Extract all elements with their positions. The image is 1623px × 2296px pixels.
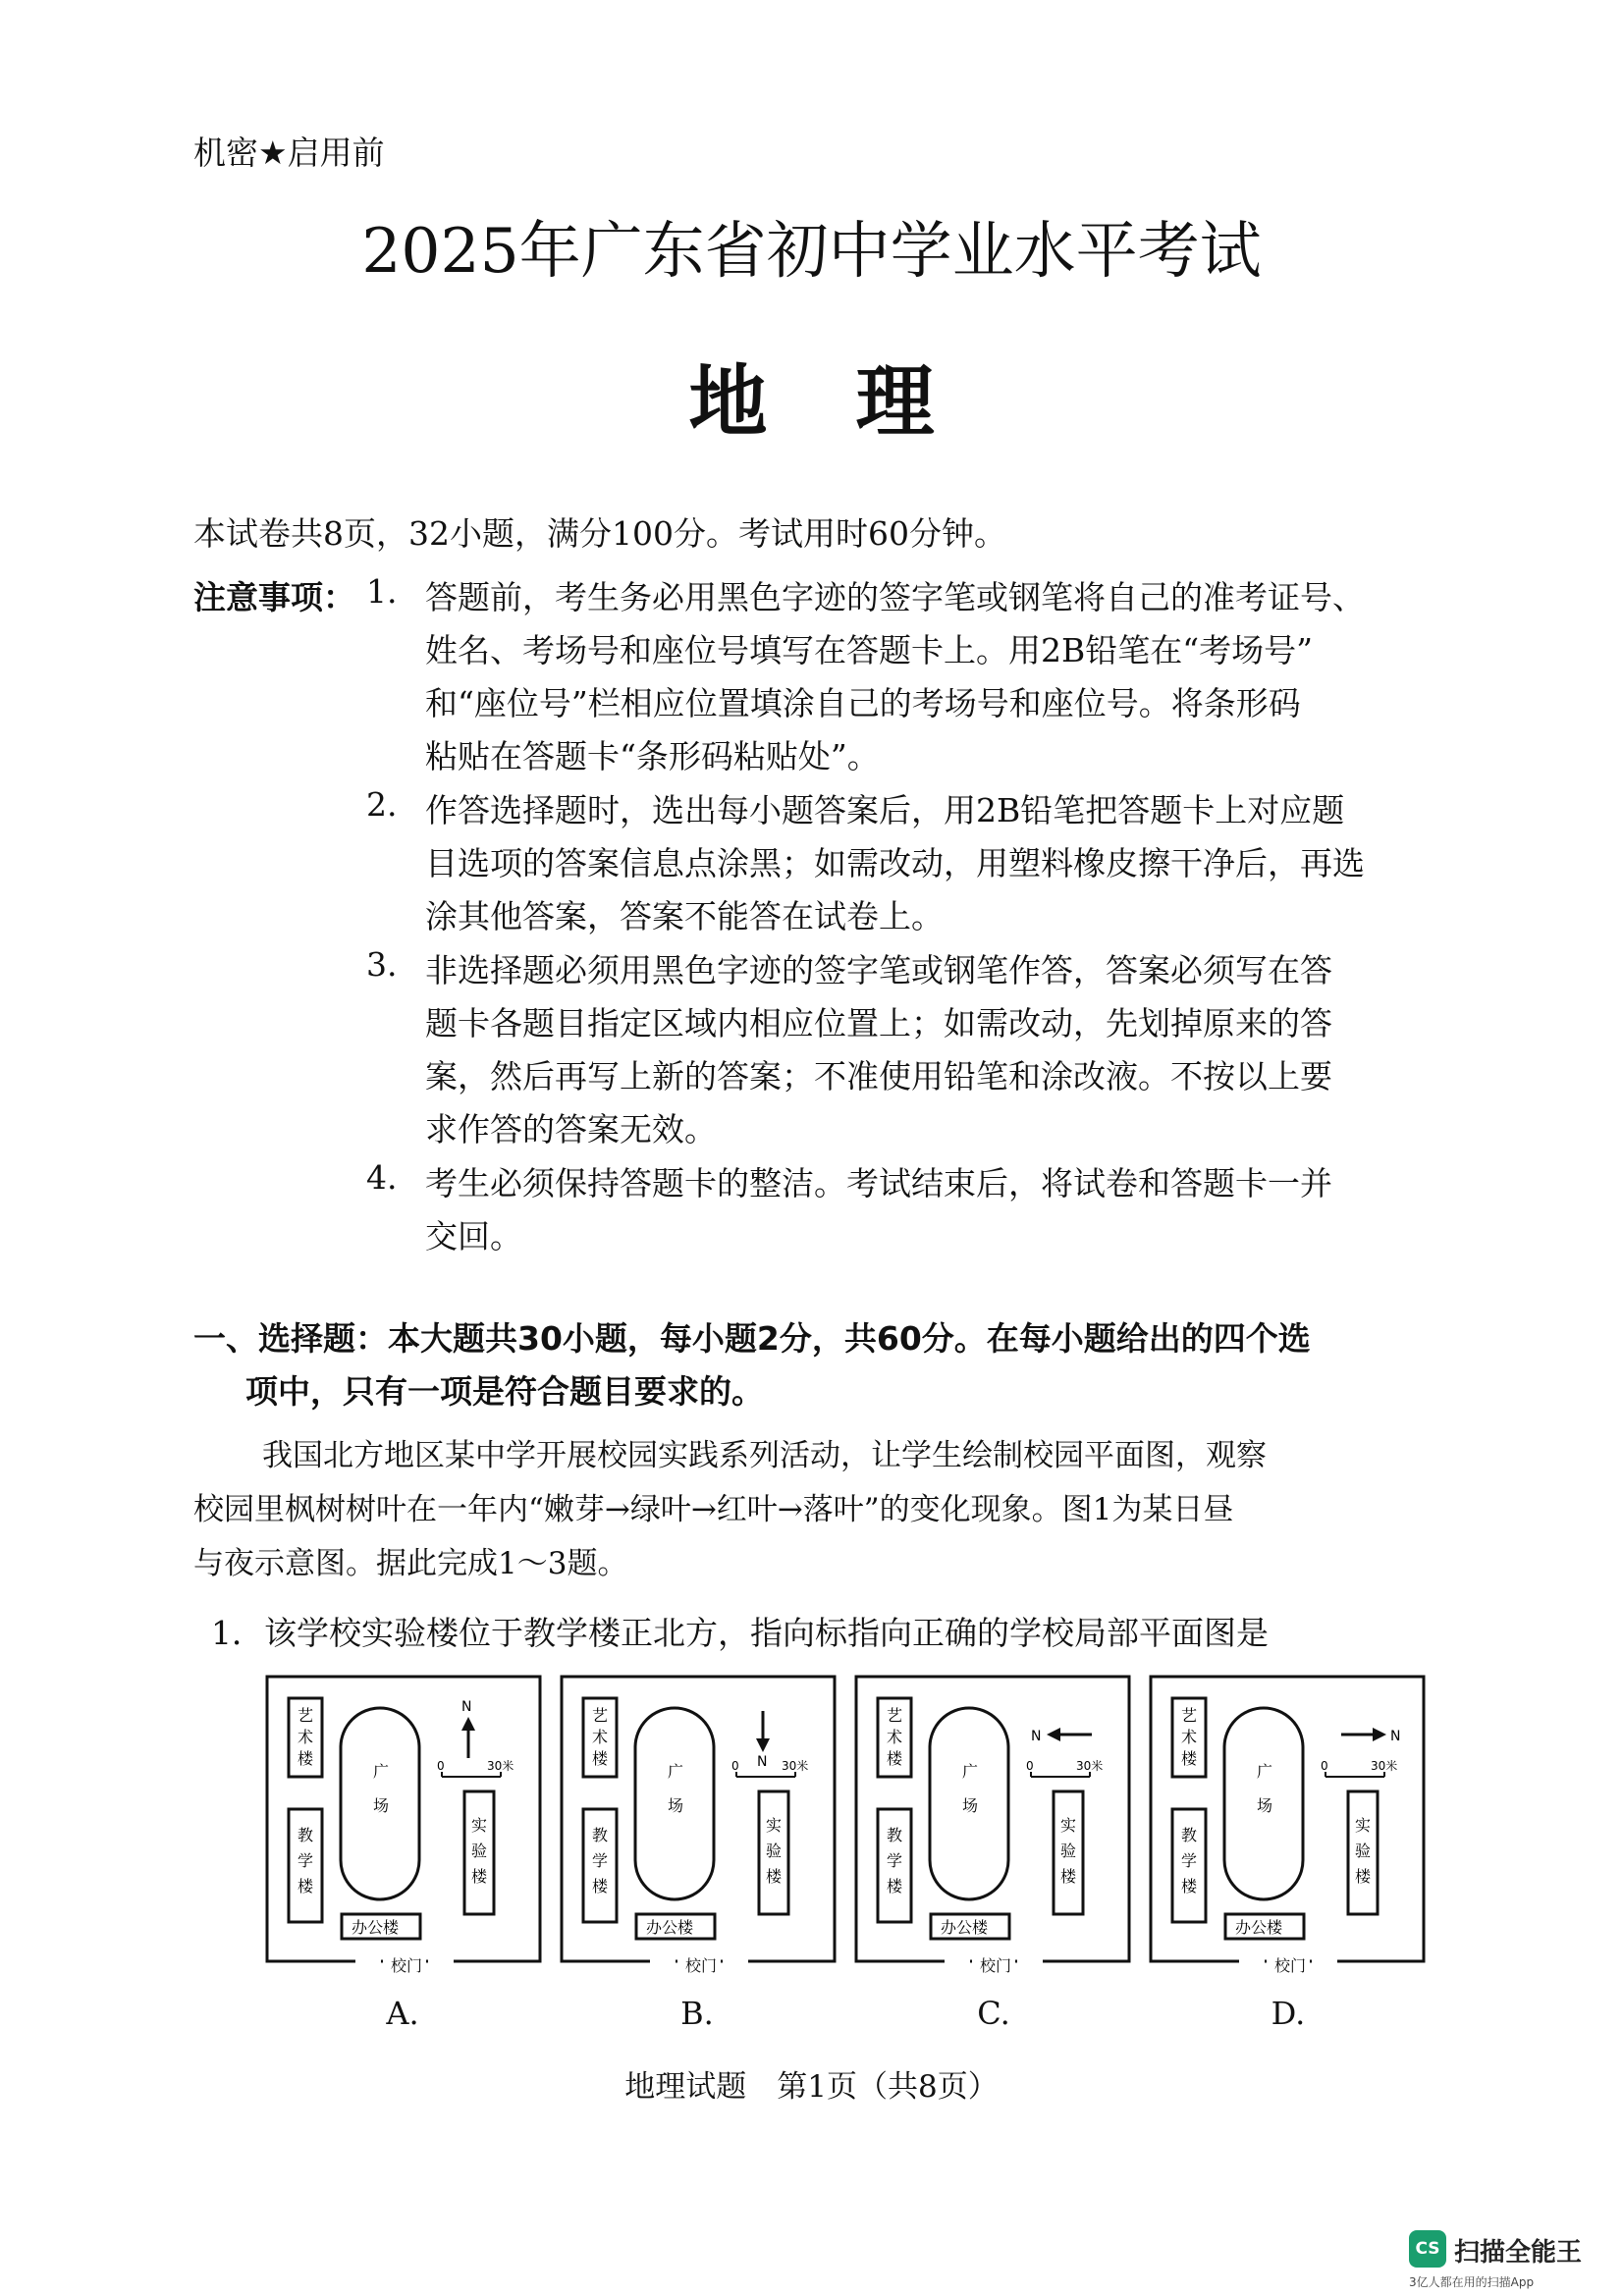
- svg-text:实: 实: [766, 1816, 783, 1835]
- north-label: N: [757, 1754, 768, 1770]
- scale-zero: 0: [731, 1759, 739, 1773]
- svg-text:楼: 楼: [298, 1749, 314, 1768]
- notice-item-number: 1.: [366, 572, 398, 611]
- exam-intro: 本试卷共8页，32小题，满分100分。考试用时60分钟。: [193, 514, 1006, 553]
- svg-text:艺: 艺: [592, 1706, 609, 1725]
- svg-text:学: 学: [298, 1851, 314, 1870]
- notice-line: 非选择题必须用黑色字迹的签字笔或钢笔作答，答案必须写在答: [425, 951, 1332, 989]
- notice-label: 注意事项：: [193, 578, 355, 616]
- gate-label: 校门: [685, 1956, 718, 1975]
- passage-line: 我国北方地区某中学开展校园实践系列活动，让学生绘制校园平面图，观察: [262, 1438, 1267, 1473]
- svg-text:楼: 楼: [887, 1877, 903, 1896]
- svg-text:楼: 楼: [592, 1749, 609, 1768]
- notice-line: 目选项的答案信息点涂黑；如需改动，用塑料橡皮擦干净后，再选: [425, 844, 1365, 882]
- svg-text:楼: 楼: [887, 1749, 903, 1768]
- notice-line: 案，然后再写上新的答案；不准使用铅笔和涂改液。不按以上要: [425, 1057, 1332, 1095]
- svg-text:验: 验: [766, 1842, 783, 1860]
- gate-label: 校门: [391, 1956, 423, 1975]
- north-arrow-icon: [1031, 1728, 1092, 1744]
- svg-text:实: 实: [1355, 1816, 1372, 1835]
- north-arrow-icon: [756, 1711, 770, 1770]
- confidential-mark: 机密★启用前: [193, 133, 385, 172]
- svg-text:楼: 楼: [592, 1877, 609, 1896]
- scanner-logo-icon: CS: [1409, 2230, 1446, 2268]
- svg-text:术: 术: [887, 1728, 903, 1746]
- notice-line: 粘贴在答题卡“条形码粘贴处”。: [425, 737, 880, 775]
- option-d-label[interactable]: D.: [1271, 1995, 1306, 2032]
- scale-end: 30米: [782, 1759, 809, 1773]
- svg-text:办公楼: 办公楼: [1235, 1918, 1283, 1937]
- scale-zero: 0: [437, 1759, 445, 1773]
- scanner-name: 扫描全能王: [1454, 2238, 1583, 2268]
- svg-text:办公楼: 办公楼: [352, 1918, 400, 1937]
- svg-text:楼: 楼: [1181, 1877, 1198, 1896]
- notice-line: 和“座位号”栏相应位置填涂自己的考场号和座位号。将条形码: [425, 684, 1301, 722]
- notice-line: 作答选择题时，选出每小题答案后，用2B铅笔把答题卡上对应题: [425, 791, 1345, 829]
- svg-text:广: 广: [373, 1762, 390, 1781]
- svg-text:学: 学: [592, 1851, 609, 1870]
- svg-text:实: 实: [1060, 1816, 1077, 1835]
- north-label: N: [1031, 1729, 1042, 1744]
- svg-text:广: 广: [962, 1762, 979, 1781]
- svg-text:楼: 楼: [1060, 1867, 1077, 1886]
- svg-text:楼: 楼: [1355, 1867, 1372, 1886]
- svg-text:术: 术: [592, 1728, 609, 1746]
- north-arrow-icon: [461, 1699, 475, 1758]
- svg-text:教: 教: [592, 1826, 609, 1844]
- notice-line: 考生必须保持答题卡的整洁。考试结束后，将试卷和答题卡一并: [425, 1164, 1332, 1202]
- svg-text:艺: 艺: [1181, 1706, 1198, 1725]
- notice-item-number: 3.: [366, 945, 398, 984]
- campus-map-option[interactable]: [1149, 1674, 1429, 1978]
- section-title: 一、选择题：本大题共30小题，每小题2分，共60分。在每小题给出的四个选: [193, 1319, 1311, 1358]
- svg-text:楼: 楼: [471, 1867, 488, 1886]
- notice-line: 姓名、考场号和座位号填写在答题卡上。用2B铅笔在“考场号”: [425, 631, 1313, 669]
- scale-zero: 0: [1026, 1759, 1034, 1773]
- svg-text:验: 验: [1060, 1842, 1077, 1860]
- svg-text:艺: 艺: [298, 1706, 314, 1725]
- option-b-label[interactable]: B.: [680, 1995, 714, 2032]
- page-footer: 地理试题 第1页（共8页）: [624, 2069, 999, 2105]
- svg-text:验: 验: [471, 1842, 488, 1860]
- notice-line: 求作答的答案无效。: [425, 1110, 717, 1148]
- passage-line: 校园里枫树树叶在一年内“嫩芽→绿叶→红叶→落叶”的变化现象。图1为某日昼: [193, 1492, 1234, 1527]
- svg-text:楼: 楼: [1181, 1749, 1198, 1768]
- subject-title: 地理: [688, 356, 1023, 448]
- svg-text:场: 场: [962, 1796, 979, 1815]
- scale-bar: [1321, 1758, 1397, 1777]
- svg-text:教: 教: [1181, 1826, 1198, 1844]
- section-title-cont: 项中，只有一项是符合题目要求的。: [245, 1372, 764, 1411]
- passage-line: 与夜示意图。据此完成1～3题。: [193, 1546, 628, 1581]
- svg-text:学: 学: [1181, 1851, 1198, 1870]
- gate-label: 校门: [980, 1956, 1012, 1975]
- option-c-label[interactable]: C.: [977, 1995, 1010, 2032]
- svg-text:广: 广: [1257, 1762, 1273, 1781]
- svg-text:场: 场: [373, 1796, 390, 1815]
- campus-map-option[interactable]: [265, 1674, 545, 1978]
- north-arrow-icon: [1341, 1728, 1400, 1744]
- svg-text:实: 实: [471, 1816, 488, 1835]
- svg-text:教: 教: [298, 1826, 314, 1844]
- svg-text:场: 场: [1257, 1796, 1273, 1815]
- exam-title: 2025年广东省初中学业水平考试: [361, 215, 1262, 287]
- svg-text:场: 场: [668, 1796, 684, 1815]
- scale-end: 30米: [487, 1759, 514, 1773]
- campus-map-option[interactable]: [560, 1674, 839, 1978]
- svg-text:艺: 艺: [887, 1706, 903, 1725]
- notice-item-number: 2.: [366, 785, 398, 824]
- notice-line: 答题前，考生务必用黑色字迹的签字笔或钢笔将自己的准考证号、: [425, 578, 1365, 616]
- scale-end: 30米: [1076, 1759, 1104, 1773]
- svg-text:术: 术: [298, 1728, 314, 1746]
- svg-text:验: 验: [1355, 1842, 1372, 1860]
- svg-text:办公楼: 办公楼: [941, 1918, 989, 1937]
- svg-text:办公楼: 办公楼: [646, 1918, 694, 1937]
- svg-text:楼: 楼: [298, 1877, 314, 1896]
- scale-bar: [1026, 1758, 1103, 1777]
- svg-text:教: 教: [887, 1826, 903, 1844]
- notice-line: 交回。: [425, 1217, 522, 1255]
- campus-map-option[interactable]: [854, 1674, 1134, 1978]
- scanner-tagline: 3亿人都在用的扫描App: [1409, 2275, 1535, 2289]
- question-1: 1．该学校实验楼位于教学楼正北方，指向标指向正确的学校局部平面图是: [211, 1614, 1269, 1652]
- svg-text:广: 广: [668, 1762, 684, 1781]
- north-label: N: [1390, 1729, 1401, 1744]
- option-a-label[interactable]: A.: [386, 1995, 419, 2032]
- svg-text:学: 学: [887, 1851, 903, 1870]
- svg-text:楼: 楼: [766, 1867, 783, 1886]
- notice-line: 涂其他答案，答案不能答在试卷上。: [425, 897, 944, 935]
- svg-text:术: 术: [1181, 1728, 1198, 1746]
- gate-label: 校门: [1274, 1956, 1307, 1975]
- scale-bar: [437, 1758, 514, 1777]
- scale-zero: 0: [1321, 1759, 1328, 1773]
- notice-line: 题卡各题目指定区域内相应位置上；如需改动，先划掉原来的答: [425, 1004, 1332, 1042]
- scale-end: 30米: [1371, 1759, 1398, 1773]
- north-label: N: [461, 1699, 472, 1715]
- notice-item-number: 4.: [366, 1158, 398, 1197]
- scale-bar: [731, 1758, 808, 1777]
